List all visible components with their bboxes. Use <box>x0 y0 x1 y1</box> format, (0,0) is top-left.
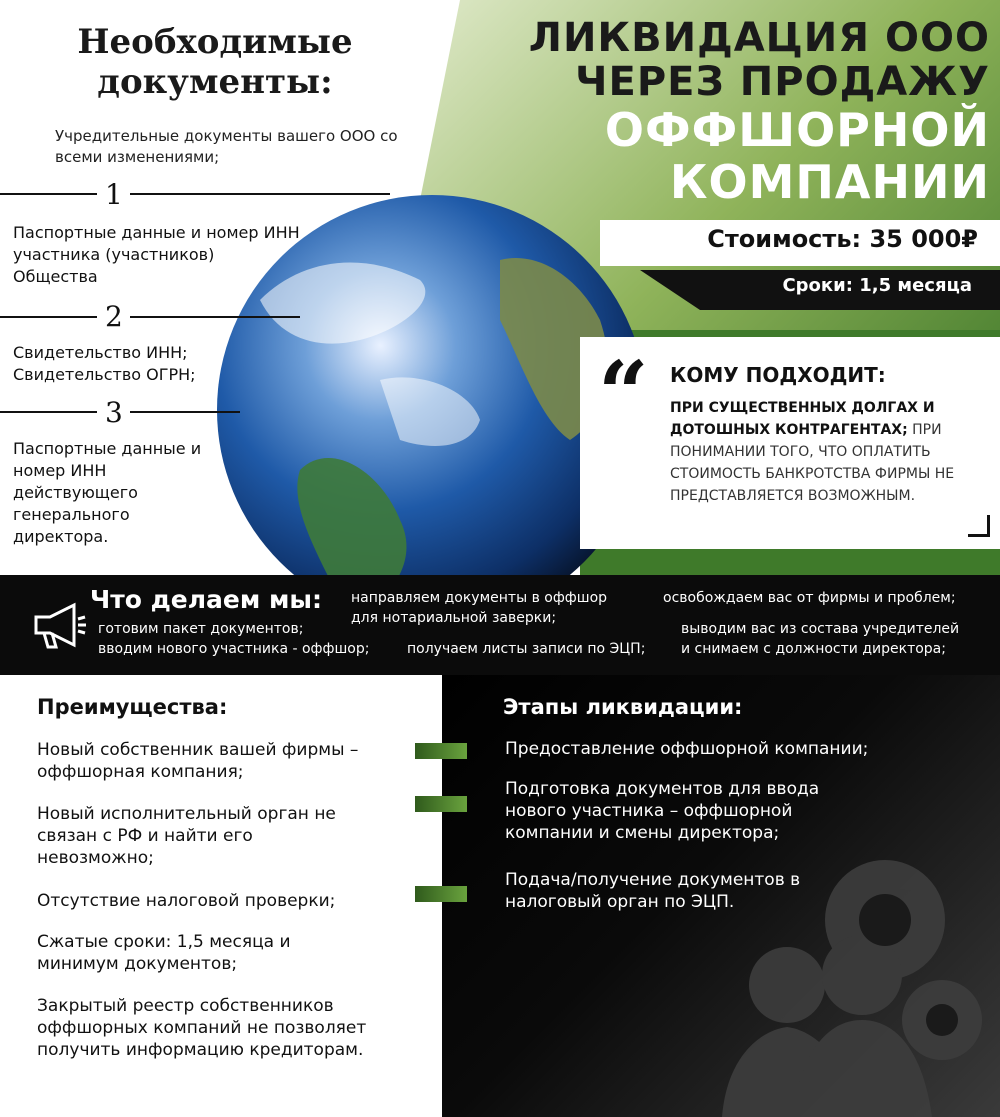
advantage-item: Сжатые сроки: 1,5 месяца и минимум документов; <box>37 932 291 974</box>
what-we-do-item: направляем документы в оффшор <box>351 590 608 606</box>
what-we-do-title: Что делаем мы: <box>90 585 323 614</box>
suitable-for-bold: ПРИ СУЩЕСТВЕННЫХ ДОЛГАХ И ДОТОШНЫХ КОНТРАГЕНТАХ; <box>670 400 935 438</box>
suitable-for-title: КОМУ ПОДХОДИТ: <box>670 363 886 387</box>
stages-title: Этапы ликвидации: <box>503 695 743 719</box>
price-box <box>600 220 1000 266</box>
stage-item: Предоставление оффшорной компании; <box>505 739 869 759</box>
headline-line-2: ЧЕРЕЗ ПРОДАЖУ <box>575 59 990 105</box>
megaphone-icon <box>30 595 88 653</box>
what-we-do-item: освобождаем вас от фирмы и проблем; <box>663 590 956 606</box>
what-we-do-item: выводим вас из состава учредителей <box>681 621 960 637</box>
what-we-do-item: вводим нового участника - оффшор; <box>98 641 370 657</box>
divider-line <box>130 316 300 318</box>
divider-line <box>130 193 390 195</box>
price-label: Стоимость: 35 000₽ <box>707 225 978 253</box>
what-we-do-item: получаем листы записи по ЭЦП; <box>407 641 646 657</box>
divider-line <box>0 411 97 413</box>
divider-line <box>0 193 97 195</box>
headline <box>470 16 990 208</box>
documents-intro: Учредительные документы вашего ООО со всеми изменениями; <box>55 127 398 166</box>
suitable-for-box <box>580 337 1000 549</box>
what-we-do-item: готовим пакет документов; <box>98 621 304 637</box>
advantage-item: Закрытый реестр собственников оффшорных компаний не позволяет получить информацию кредиторам. <box>37 996 367 1060</box>
advantage-item: Новый собственник вашей фирмы – оффшорная компания; <box>37 740 359 782</box>
green-marker <box>415 796 467 812</box>
advantages-title: Преимущества: <box>37 695 228 719</box>
document-number-1: 1 <box>105 178 123 211</box>
what-we-do-strip <box>0 575 1000 675</box>
term-box <box>700 268 1000 308</box>
term-label: Сроки: 1,5 месяца <box>782 275 972 296</box>
document-number-3: 3 <box>105 396 123 429</box>
quote-icon: “ <box>598 341 649 445</box>
headline-line-3: ОФФШОРНОЙ <box>604 103 990 157</box>
divider-line <box>0 316 97 318</box>
corner-decoration <box>968 515 990 537</box>
what-we-do-item: для нотариальной заверки; <box>351 610 557 626</box>
what-we-do-item: и снимаем с должности директора; <box>681 641 946 657</box>
suitable-for-text <box>670 397 970 507</box>
stage-item: Подготовка документов для ввода нового участника – оффшорной компании и смены директора; <box>505 779 820 843</box>
suitable-for-regular: ПРИ ПОНИМАНИИ ТОГО, ЧТО ОПЛАТИТЬ СТОИМОСТЬ БАНКРОТСТВА ФИРМЫ НЕ ПРЕДСТАВЛЯЕТСЯ ВОЗМОЖНЫМ. <box>670 422 955 504</box>
divider-line <box>130 411 240 413</box>
advantage-item: Отсутствие налоговой проверки; <box>37 891 336 911</box>
document-item-2: Свидетельство ИНН; Свидетельство ОГРН; <box>13 343 196 384</box>
green-marker <box>415 886 467 902</box>
document-number-2: 2 <box>105 300 123 333</box>
document-item-3: Паспортные данные и номер ИНН действующего генерального директора. <box>13 439 202 546</box>
document-item-1: Паспортные данные и номер ИНН участника (участников) Общества <box>13 223 300 286</box>
headline-line-4: КОМПАНИИ <box>669 155 990 209</box>
green-marker <box>415 743 467 759</box>
advantage-item: Новый исполнительный орган не связан с РФ и найти его невозможно; <box>37 804 336 868</box>
documents-title: Необходимые документы: <box>77 22 353 102</box>
stage-item: Подача/получение документов в налоговый орган по ЭЦП. <box>505 870 801 912</box>
headline-line-1: ЛИКВИДАЦИЯ ООО <box>528 15 990 61</box>
